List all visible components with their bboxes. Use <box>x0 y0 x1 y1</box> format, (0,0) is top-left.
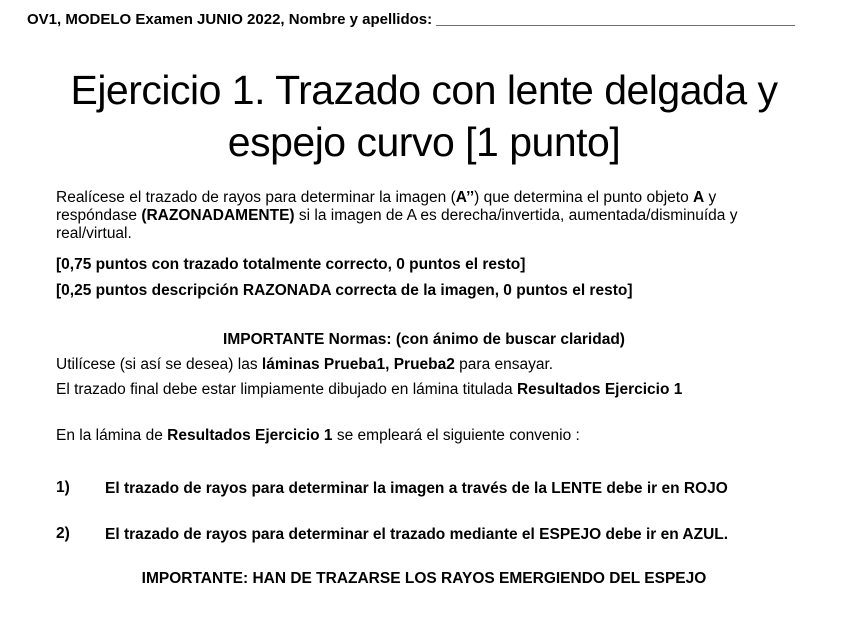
intro-text-g: si la imagen de A es derecha/invertida, aumentada/disminuída y real/virtual. <box>56 207 738 242</box>
convention-item-1: El trazado de rayos para determinar la imagen a través de la LENTE debe ir en ROJO <box>105 480 728 497</box>
final-note: IMPORTANTE: HAN DE TRAZARSE LOS RAYOS EMERGIENDO DEL ESPEJO <box>141 570 707 587</box>
rules-line-3-bold: Resultados Ejercicio 1 <box>167 427 333 444</box>
rules-line-2 <box>56 381 801 399</box>
convention-item-2: El trazado de rayos para determinar el trazado mediante el ESPEJO debe ir en AZUL. <box>105 526 729 543</box>
rules-line-3-post: se empleará el siguiente convenio : <box>332 427 580 444</box>
title-line-1: Ejercicio 1. Trazado con lente delgada y <box>70 67 778 113</box>
rules-line-2-pre: El trazado final debe estar limpiamente dibujado en lámina titulada <box>56 381 517 398</box>
rules-line-1 <box>56 356 801 374</box>
intro-text-c: ) que determina el punto objeto <box>474 189 694 206</box>
rules-heading: IMPORTANTE Normas: (con ánimo de buscar claridad) <box>223 331 625 348</box>
exam-header: OV1, MODELO Examen JUNIO 2022, Nombre y apellidos: ___________________________________________ <box>27 11 796 28</box>
intro-text-e: y respóndase <box>56 189 717 224</box>
rules-line-3-pre: En la lámina de <box>56 427 168 444</box>
title-line-2: espejo curvo [1 punto] <box>227 119 621 165</box>
rules-line-1-bold: láminas Prueba1, Prueba2 <box>261 356 455 373</box>
rules-line-1-pre: Utilícese (si así se desea) las <box>56 356 262 373</box>
intro-paragraph <box>56 189 801 243</box>
convention-number-1: 1) <box>56 479 70 496</box>
exercise-title <box>0 64 848 168</box>
convention-number-2: 2) <box>56 525 70 542</box>
rules-line-3 <box>56 427 801 445</box>
rules-line-1-post: para ensayar. <box>454 356 554 373</box>
reasoned-label: (RAZONADAMENTE) <box>141 207 295 224</box>
scoring-line-2: [0,25 puntos descripción RAZONADA correcta de la imagen, 0 puntos el resto] <box>56 282 633 299</box>
image-label: A’’ <box>455 189 475 206</box>
object-label: A <box>693 189 705 206</box>
intro-text-a: Realícese el trazado de rayos para determinar la imagen ( <box>56 189 456 206</box>
scoring-line-1: [0,75 puntos con trazado totalmente correcto, 0 puntos el resto] <box>56 256 526 273</box>
rules-line-2-bold: Resultados Ejercicio 1 <box>516 381 683 398</box>
